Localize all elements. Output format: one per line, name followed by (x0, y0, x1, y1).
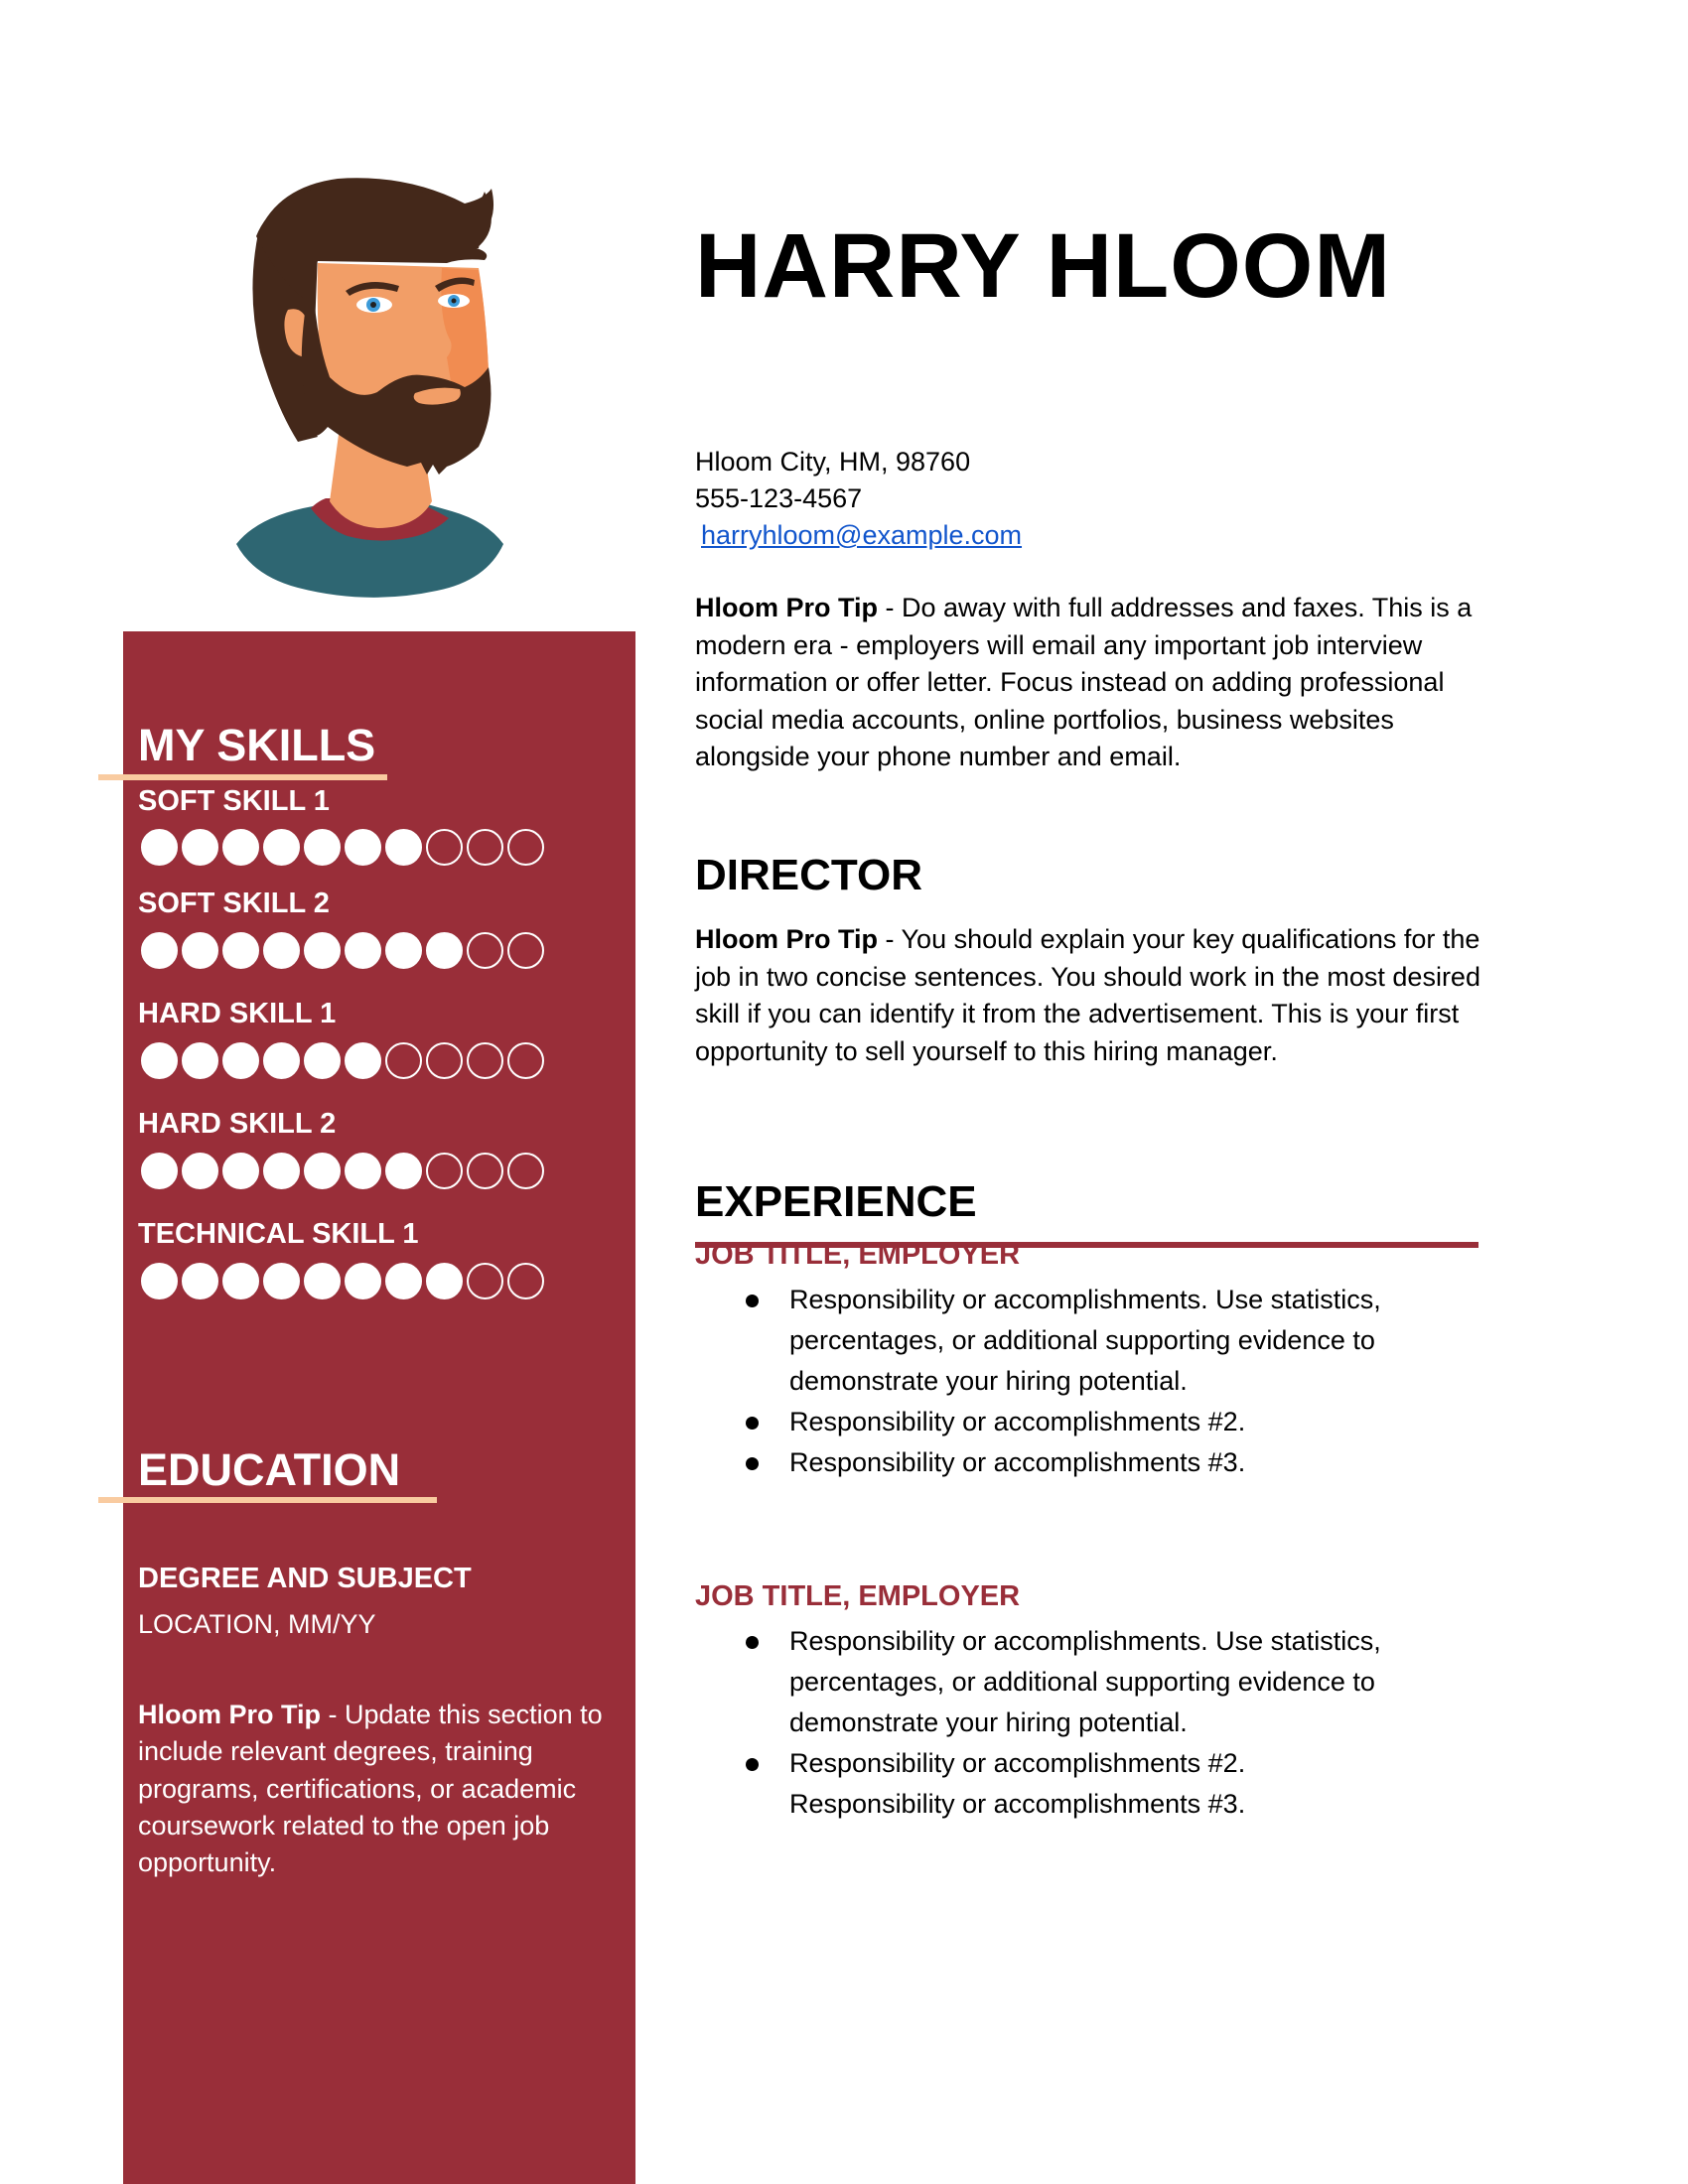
summary-tip-label: Hloom Pro Tip (695, 924, 879, 954)
filled-dot-icon (263, 829, 300, 866)
filled-dot-icon (345, 1153, 381, 1189)
empty-dot-icon (426, 829, 463, 866)
education-tip (138, 1697, 605, 1881)
filled-dot-icon (426, 1263, 463, 1299)
empty-dot-icon (507, 1153, 544, 1189)
filled-dot-icon (182, 932, 218, 969)
filled-dot-icon (263, 932, 300, 969)
job-2-bullets (695, 1621, 1405, 1825)
filled-dot-icon (263, 1263, 300, 1299)
summary-tip (695, 921, 1489, 1070)
empty-dot-icon (467, 1042, 503, 1079)
bullet-icon (746, 1417, 759, 1430)
filled-dot-icon (222, 1263, 259, 1299)
list-item: Responsibility or accomplishments. Use statistics, percentages, or additional supporting evidence to demonstrate your hiring potential. (695, 1280, 1405, 1402)
filled-dot-icon (426, 932, 463, 969)
filled-dot-icon (222, 1153, 259, 1189)
job-1-bullets (695, 1280, 1405, 1483)
education-tip-text: - Update this section to include relevant degrees, training programs, certifications, or academic coursework related to the open job opportunity. (138, 1700, 603, 1878)
skill-rating (141, 932, 544, 969)
skills-heading: MY SKILLS (138, 720, 376, 770)
filled-dot-icon (304, 829, 341, 866)
bullet-icon (746, 1295, 759, 1307)
filled-dot-icon (304, 1263, 341, 1299)
skill-rating (141, 1263, 544, 1299)
phone: 555-123-4567 (695, 483, 863, 513)
filled-dot-icon (304, 1153, 341, 1189)
bullet-icon (746, 1636, 759, 1649)
bullet-icon (746, 1758, 759, 1771)
filled-dot-icon (345, 932, 381, 969)
list-item: Responsibility or accomplishments #3. (695, 1442, 1405, 1483)
filled-dot-icon (304, 932, 341, 969)
empty-dot-icon (385, 1042, 422, 1079)
skill-label: HARD SKILL 1 (138, 998, 337, 1029)
filled-dot-icon (263, 1153, 300, 1189)
empty-dot-icon (426, 1042, 463, 1079)
job-title-1: JOB TITLE, EMPLOYER (695, 1239, 1021, 1271)
filled-dot-icon (141, 1153, 178, 1189)
empty-dot-icon (507, 932, 544, 969)
list-item: Responsibility or accomplishments. Use statistics, percentages, or additional supporting evidence to demonstrate your hiring potential. (695, 1621, 1405, 1743)
empty-dot-icon (507, 1263, 544, 1299)
filled-dot-icon (222, 932, 259, 969)
avatar (218, 159, 516, 606)
job-title-2: JOB TITLE, EMPLOYER (695, 1580, 1021, 1612)
filled-dot-icon (385, 932, 422, 969)
skill-label: HARD SKILL 2 (138, 1108, 337, 1140)
filled-dot-icon (263, 1042, 300, 1079)
list-item: Responsibility or accomplishments #3. (789, 1789, 1246, 1819)
filled-dot-icon (385, 1263, 422, 1299)
education-degree: DEGREE AND SUBJECT (138, 1563, 472, 1594)
filled-dot-icon (182, 1042, 218, 1079)
filled-dot-icon (385, 829, 422, 866)
filled-dot-icon (141, 932, 178, 969)
candidate-name: HARRY HLOOM (695, 215, 1391, 317)
education-location: LOCATION, MM/YY (138, 1609, 376, 1639)
avatar-illustration-icon (218, 159, 516, 606)
filled-dot-icon (222, 1042, 259, 1079)
filled-dot-icon (222, 829, 259, 866)
filled-dot-icon (182, 1263, 218, 1299)
filled-dot-icon (182, 1153, 218, 1189)
empty-dot-icon (426, 1153, 463, 1189)
filled-dot-icon (385, 1153, 422, 1189)
empty-dot-icon (507, 829, 544, 866)
list-item: Responsibility or accomplishments #2. (695, 1402, 1405, 1442)
contact-tip-text: - Do away with full addresses and faxes. This is a modern era - employers will email any important job interview information or offer letter. Focus instead on adding professional social media accounts, online portfolios, business websites alongside your phone number and email. (695, 593, 1473, 771)
contact-tip-label: Hloom Pro Tip (695, 593, 879, 622)
skill-rating (141, 1153, 544, 1189)
skill-label: TECHNICAL SKILL 1 (138, 1218, 419, 1250)
empty-dot-icon (507, 1042, 544, 1079)
education-heading-underline (98, 1497, 437, 1503)
skill-rating (141, 829, 544, 866)
filled-dot-icon (345, 1042, 381, 1079)
skill-rating (141, 1042, 544, 1079)
summary-tip-text: - You should explain your key qualifications for the job in two concise sentences. You should work in the most desired skill if you can identify it from the advertisement. This is your first opportunity to sell yourself to this hiring manager. (695, 924, 1480, 1066)
filled-dot-icon (304, 1042, 341, 1079)
filled-dot-icon (141, 1263, 178, 1299)
skill-label: SOFT SKILL 1 (138, 785, 330, 817)
skills-heading-underline (98, 774, 387, 780)
filled-dot-icon (345, 1263, 381, 1299)
empty-dot-icon (467, 932, 503, 969)
contact-tip (695, 590, 1499, 776)
filled-dot-icon (182, 829, 218, 866)
empty-dot-icon (467, 829, 503, 866)
filled-dot-icon (141, 1042, 178, 1079)
email-link[interactable]: harryhloom@example.com (701, 520, 1023, 550)
address: Hloom City, HM, 98760 (695, 447, 971, 477)
empty-dot-icon (467, 1263, 503, 1299)
skill-label: SOFT SKILL 2 (138, 887, 330, 919)
contact-block (695, 444, 1022, 554)
education-tip-label: Hloom Pro Tip (138, 1700, 322, 1729)
education-heading: EDUCATION (138, 1444, 401, 1495)
bullet-icon (746, 1457, 759, 1470)
experience-heading: EXPERIENCE (695, 1177, 977, 1226)
empty-dot-icon (467, 1153, 503, 1189)
filled-dot-icon (345, 829, 381, 866)
list-item: Responsibility or accomplishments #2. (695, 1743, 1405, 1784)
filled-dot-icon (141, 829, 178, 866)
summary-heading: DIRECTOR (695, 851, 922, 899)
